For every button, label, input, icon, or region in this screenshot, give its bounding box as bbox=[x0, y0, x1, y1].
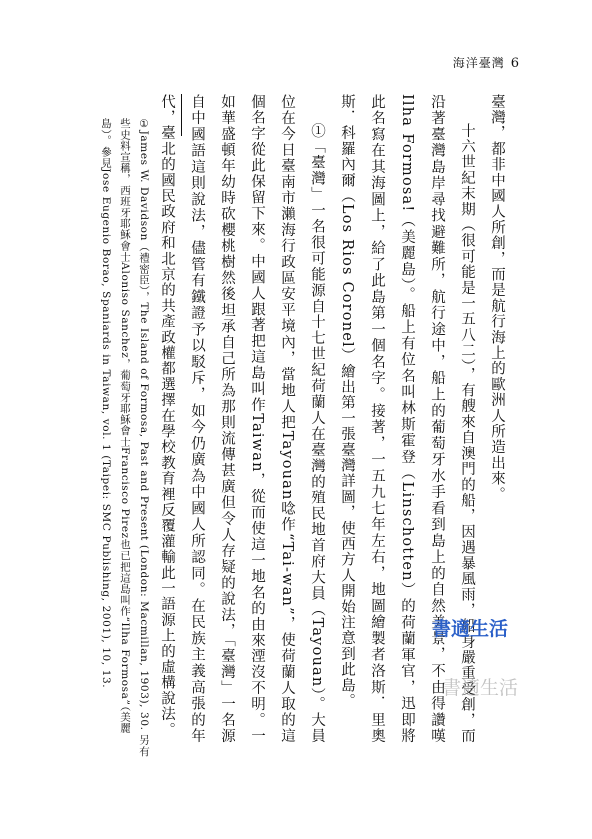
body-text bbox=[152, 94, 512, 744]
watermark-primary: 書適生活 bbox=[432, 618, 509, 640]
footnote-rule bbox=[181, 94, 182, 136]
page-number: 6 bbox=[510, 56, 520, 71]
header-title: 海洋臺灣 bbox=[452, 56, 505, 70]
body-paragraph-2: 十六世紀末期（很可能是一五八二），有艘來自澳門的船，因遇暴風雨，船身嚴重受創，而沿著臺灣島岸尋找避難所，航行途中，船上的葡萄牙水手看到島上的自然美景，不由得讚嘆Ilha Formosa!（美麗島）。船上有位名叫林斯霍登（Linschotten）的荷蘭軍官，迅即將此名寫在其海圖上，給了此島第一個名字。接著，一五九七年左右，地圖繪製者洛斯．里奧斯．科羅內爾（Los Rios Coronel）繪出第一張臺灣詳圖，使西方人開始注意到此島。 bbox=[339, 94, 475, 744]
footnote-marker: ① bbox=[138, 118, 150, 131]
footnote bbox=[96, 118, 153, 758]
body-paragraph-1: 臺灣，都非中國人所創，而是航行海上的歐洲人所造出來。 bbox=[489, 94, 505, 503]
watermark-secondary: 書適生活 bbox=[442, 677, 519, 699]
running-header bbox=[453, 54, 520, 71]
footnote-text: James W. Davidson（禮密臣），The Island of Formosa, Past and Present (London: Macmillan, 1903), 30. 另有些史料宣稱，西班牙耶穌會士Aloniso Sanchez，葡萄牙耶穌會士Francisco Pirez也已把這島叫作“Ilha Formosa”（美麗島）。參見Jose Eugenio Borao, Spaniards in Taiwan, vol. 1 (Taipei: SMC Publishing, 2001), 10, 13. bbox=[100, 118, 150, 757]
body-paragraph-3: ①「臺灣」一名很可能源自十七世紀荷蘭人在臺灣的殖民地首府大員（Tayouan）。大員位在今日臺南市瀨海行政區安平境內，當地人把Tayouan唸作“Tai-wan”，使荷蘭人取的這個名字從此保留下來。中國人跟著把這島叫作Taiwan，從而使這一地名的由來湮沒不明。一如華盛頓年幼時砍櫻桃樹然後坦承自己所為那則流傳甚廣但令人存疑的說法，「臺灣」一名源自中國語這則說法，儘管有鐵證予以駁斥，如今仍廣為中國人所認同。在民族主義高張的年代，臺北的國民政府和北京的共產政權都選擇在學校教育裡反覆灌輸此一語源上的虛構說法。 bbox=[159, 94, 325, 744]
